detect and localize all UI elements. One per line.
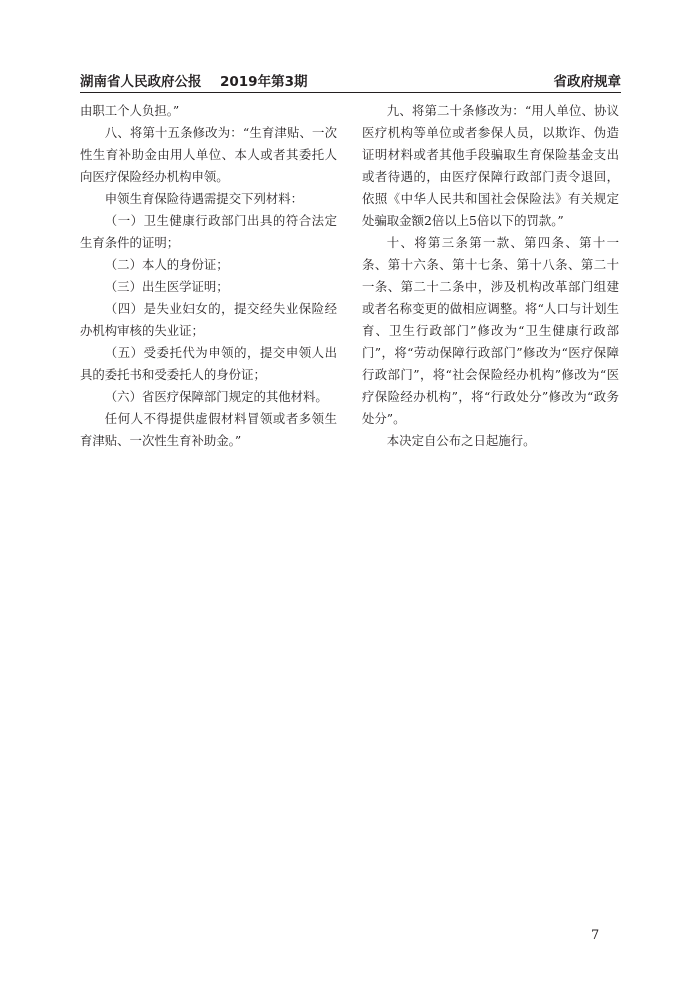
paragraph: （四）是失业妇女的，提交经失业保险经办机构审核的失业证； — [80, 301, 337, 338]
journal-title: 湖南省人民政府公报 — [80, 74, 202, 90]
paragraph: 八、将第十五条修改为：“生育津贴、一次性生育补助金由用人单位、本人或者其委托人向医疗保险经办机构申领。 — [80, 125, 337, 184]
section-title: 省政府规章 — [553, 74, 621, 90]
paragraph: （一）卫生健康行政部门出具的符合法定生育条件的证明； — [80, 213, 337, 250]
paragraph: 本决定自公布之日起施行。 — [386, 433, 536, 448]
paragraph: （五）受委托代为申领的，提交申领人出具的委托书和受委托人的身份证； — [80, 345, 337, 382]
paragraph: （二）本人的身份证； — [104, 257, 229, 272]
running-header — [80, 70, 621, 90]
page-number: 7 — [591, 928, 600, 943]
header-rule — [80, 92, 621, 93]
paragraph: 任何人不得提供虚假材料冒领或者多领生育津贴、一次性生育补助金。” — [80, 411, 337, 448]
paragraph: 九、将第二十条修改为：“用人单位、协议医疗机构等单位或者参保人员，以欺诈、伪造证明材料或者其他手段骗取生育保险基金支出或者待遇的，由医疗保障行政部门责令退回，依照《中华人民共和国社会保险法》有关规定处骗取金额2倍以上5倍以下的罚款。” — [362, 103, 619, 228]
issue-label: 2019年第3期 — [220, 74, 308, 90]
left-column — [80, 100, 337, 452]
paragraph: 由职工个人负担。” — [80, 103, 180, 118]
paragraph: 十、将第三条第一款、第四条、第十一条、第十六条、第十七条、第十八条、第二十一条、第二十二条中，涉及机构改革部门组建或者名称变更的做相应调整。将“人口与计划生育、卫生行政部门”修改为“卫生健康行政部门”，将“劳动保障行政部门”修改为“医疗保障行政部门”，将“社会保险经办机构”修改为“医疗保险经办机构”，将“行政处分”修改为“政务处分”。 — [362, 235, 619, 426]
paragraph: 申领生育保险待遇需提交下列材料： — [104, 191, 304, 206]
right-column — [362, 100, 619, 452]
paragraph: （三）出生医学证明； — [104, 279, 229, 294]
paragraph: （六）省医疗保障部门规定的其他材料。 — [104, 389, 328, 404]
